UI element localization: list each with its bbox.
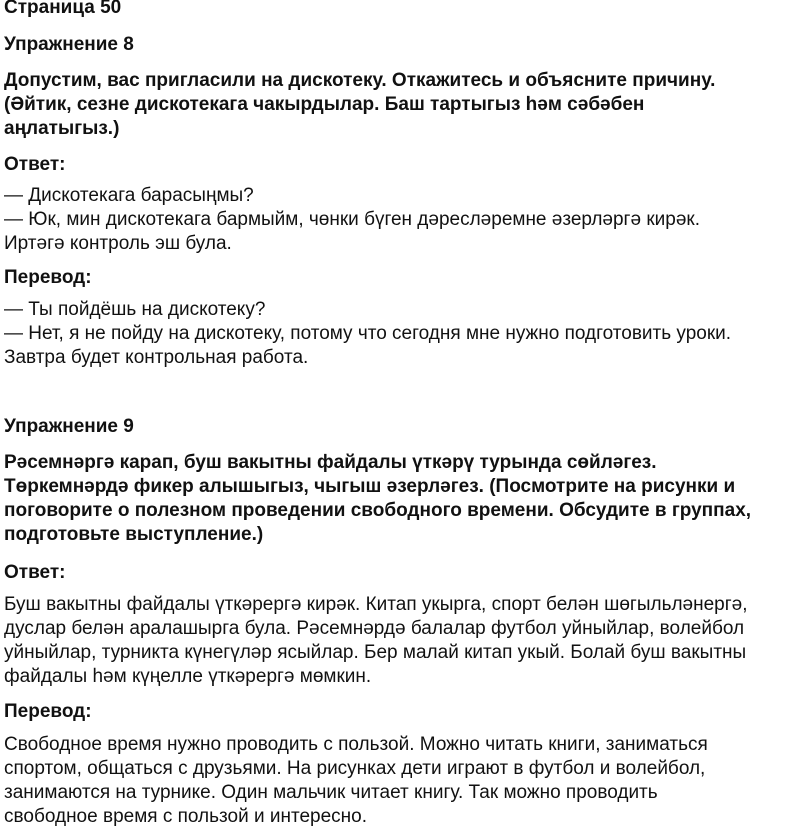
- exercise-8-answer-line: Иртәгә контроль эш була.: [4, 233, 232, 254]
- exercise-8-task: [4, 69, 715, 141]
- exercise-8-title: Упражнение 8: [4, 34, 134, 55]
- page-title: Страница 50: [4, 0, 122, 18]
- exercise-8-task-line: Допустим, вас пригласили на дискотеку. Откажитесь и объясните причину.: [4, 70, 716, 91]
- exercise-8-translation-line: — Ты пойдёшь на дискотеку?: [4, 299, 266, 320]
- exercise-9-task-line: Төркемнәрдә фикер алышыгыз, чыгыш әзерләгез. (Посмотрите на рисунки и: [4, 476, 736, 497]
- exercise-9-translation-label: Перевод:: [4, 701, 92, 722]
- exercise-9-translation-line: Свободное время нужно проводить с пользой. Можно читать книги, заниматься: [4, 734, 708, 755]
- exercise-9-translation-line: свободное время с пользой и интересно.: [4, 806, 368, 827]
- exercise-9-answer-line: Буш вакытны файдалы үткәрергә кирәк. Китап укырга, спорт белән шөгыльләнергә,: [4, 594, 748, 615]
- exercise-8-translation-line: — Нет, я не пойду на дискотеку, потому что сегодня мне нужно подготовить уроки.: [4, 323, 732, 344]
- exercise-8-task-line: аңлатыгыз.): [4, 118, 120, 139]
- exercise-8-translation: [4, 298, 731, 370]
- exercise-8-translation-label: Перевод:: [4, 267, 92, 288]
- exercise-8-answer-line: — Юк, мин дискотекага бармыйм, чөнки бүген дәресләремне әзерләргә кирәк.: [4, 209, 700, 230]
- exercise-9-translation-line: спортом, общаться с друзьями. На рисунках дети играют в футбол и волейбол,: [4, 758, 706, 779]
- exercise-9-answer: [4, 593, 748, 689]
- exercise-8-task-line: (Әйтик, сезне дискотекага чакырдылар. Баш тартыгыз һәм сәбәбен: [4, 94, 645, 115]
- exercise-9-answer-line: дуслар белән аралашырга була. Рәсемнәрдә балалар футбол уйныйлар, волейбол: [4, 618, 745, 639]
- exercise-8-answer-line: — Дискотекага барасыңмы?: [4, 185, 254, 206]
- exercise-8-answer-label: Ответ:: [4, 154, 66, 175]
- exercise-9-task-line: подготовьте выступление.): [4, 524, 264, 545]
- exercise-8-translation-line: Завтра будет контрольная работа.: [4, 347, 309, 368]
- exercise-9-task-line: Рәсемнәргә карап, буш вакытны файдалы үткәрү турында сөйләгез.: [4, 452, 657, 473]
- exercise-9-translation-line: занимаются на турнике. Один мальчик читает книгу. Так можно проводить: [4, 782, 658, 803]
- exercise-9-task: [4, 451, 751, 547]
- exercise-9-translation: [4, 733, 708, 829]
- exercise-9-answer-line: файдалы һәм күңелле үткәрергә мөмкин.: [4, 666, 372, 687]
- exercise-9-answer-label: Ответ:: [4, 562, 66, 583]
- exercise-8-answer: [4, 184, 700, 256]
- exercise-9-title: Упражнение 9: [4, 416, 134, 437]
- exercise-9-answer-line: уйныйлар, турникта күнегүләр ясыйлар. Бер малай китап укый. Болай буш вакытны: [4, 642, 747, 663]
- exercise-9-task-line: поговорите о полезном проведении свободного времени. Обсудите в группах,: [4, 500, 752, 521]
